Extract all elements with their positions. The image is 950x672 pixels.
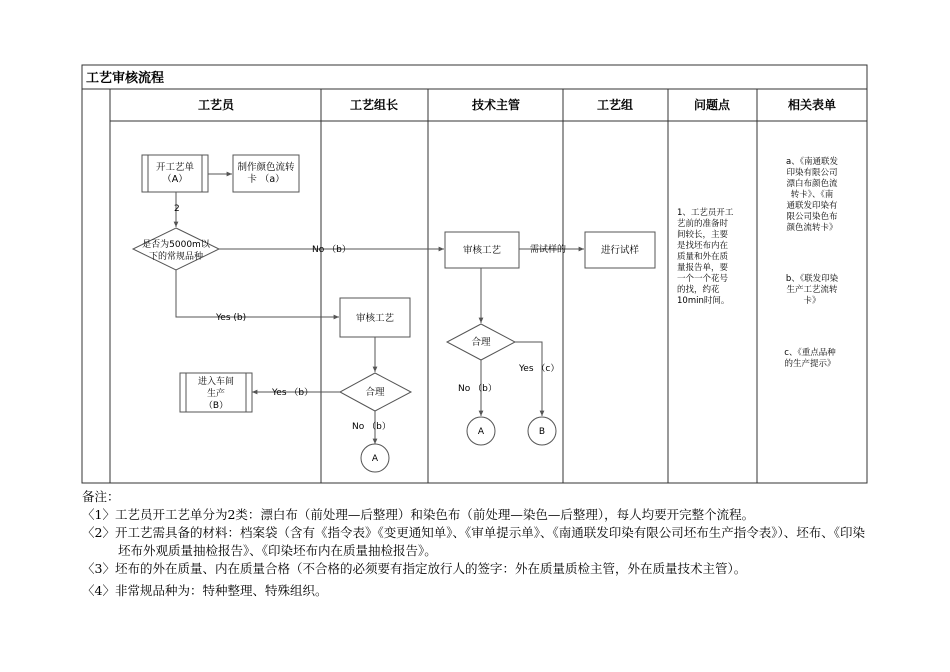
text-line: 印染有限公司 bbox=[786, 168, 838, 178]
edge-label-need-trial: 需试样的 bbox=[530, 245, 567, 255]
form-item-b bbox=[786, 273, 839, 306]
text-line: 10min时间。 bbox=[677, 296, 730, 306]
edge-label-no-b-manager: No （b） bbox=[458, 384, 497, 394]
text-line: 是否为5000m以 bbox=[142, 240, 210, 250]
column-header-problem: 问题点 bbox=[693, 98, 731, 112]
edge-label-yes-b-leader: Yes （b） bbox=[272, 388, 314, 398]
node-review-manager-label: 审核工艺 bbox=[462, 245, 502, 256]
text-line: c、《重点品种 bbox=[784, 348, 836, 358]
edge-label-yes-b-main: Yes (b) bbox=[216, 313, 247, 323]
page-title: 工艺审核流程 bbox=[86, 71, 165, 86]
text-line: 1、工艺员开工 bbox=[677, 208, 734, 218]
text-line: 转卡》、《南 bbox=[790, 190, 834, 200]
text-line: （B） bbox=[203, 401, 229, 411]
text-line: 间较长，主要 bbox=[677, 230, 729, 240]
note-item-2: 〈2〉开工艺需具备的材料：档案袋（含有《指令表》《变更通知单》、《审单提示单》、《南通联发印染有限公司坯布生产指令表》）、坯布、《印染坯布外观质量抽检报告》、《印染坯布内在质量抽检报告》。 bbox=[82, 525, 865, 558]
column-header-tech-manager: 技术主管 bbox=[471, 98, 521, 112]
form-item-c bbox=[784, 347, 836, 369]
text-line: 漂白布颜色流 bbox=[786, 179, 838, 189]
text-line: 开工艺单 bbox=[155, 162, 195, 173]
form-item-a bbox=[786, 156, 838, 233]
edge-label-step2: 2 bbox=[174, 204, 180, 214]
text-line: （A） bbox=[162, 174, 188, 185]
node-review-leader-label: 审核工艺 bbox=[355, 313, 395, 324]
text-line: 量报告单，要 bbox=[677, 263, 729, 273]
problem-note bbox=[677, 207, 734, 306]
column-header-team-leader: 工艺组长 bbox=[349, 98, 399, 112]
note-item-1: 〈1〉工艺员开工艺单分为2类：漂白布（前处理—后整理）和染色布（前处理—染色—后整理），每人均要开完整个流程。 bbox=[82, 507, 755, 522]
text-line: 的找，约花 bbox=[677, 285, 720, 295]
text-line: 颜色流转卡》 bbox=[786, 223, 838, 233]
note-item-4: 〈4〉非常规品种为：特种整理、特殊组织。 bbox=[82, 583, 328, 598]
edge-decision-yes bbox=[176, 270, 339, 317]
column-header-forms: 相关表单 bbox=[787, 98, 837, 112]
text-line: a、《南通联发 bbox=[786, 157, 838, 167]
notes-heading: 备注： bbox=[82, 489, 120, 504]
node-trial-label: 进行试样 bbox=[600, 245, 640, 256]
text-line: 下的常规品种 bbox=[148, 252, 204, 262]
edge-label-yes-c-manager: Yes （c） bbox=[519, 364, 560, 374]
text-line: 制作颜色流转 bbox=[237, 162, 295, 173]
note-item-3: 〈3〉坯布的外在质量、内在质量合格（不合格的必须要有指定放行人的签字：外在质量质检主管，外在质量技术主管）。 bbox=[82, 561, 747, 576]
edge-manager-yes bbox=[515, 342, 542, 416]
node-end-a-leader-label: A bbox=[371, 454, 379, 464]
text-line: 的生产提示》 bbox=[784, 359, 836, 369]
column-headers bbox=[198, 97, 836, 112]
text-line: 生产 bbox=[206, 389, 226, 399]
text-line: 艺前的准备时 bbox=[677, 219, 729, 229]
column-header-craft-group: 工艺组 bbox=[596, 98, 634, 112]
node-decision-manager-label: 合理 bbox=[471, 337, 491, 348]
edge-label-no-b-leader: No （b） bbox=[352, 422, 391, 432]
node-end-a-manager-label: A bbox=[477, 427, 485, 437]
text-line: 限公司染色布 bbox=[786, 212, 838, 222]
node-decision-leader-label: 合理 bbox=[365, 387, 385, 398]
text-line: 是找坯布内在 bbox=[677, 241, 729, 251]
text-line: 一个一个花号 bbox=[677, 274, 729, 284]
notes-section bbox=[82, 488, 872, 600]
text-line: 卡》 bbox=[803, 296, 821, 306]
edge-label-no-b-main: No （b） bbox=[312, 245, 351, 255]
text-line: b、《联发印染 bbox=[785, 274, 839, 284]
column-header-craftsman: 工艺员 bbox=[197, 98, 235, 112]
node-end-b-manager-label: B bbox=[538, 427, 546, 437]
text-line: 进入车间 bbox=[197, 377, 235, 387]
text-line: 生产工艺流转 bbox=[786, 285, 838, 295]
text-line: 通联发印染有 bbox=[786, 201, 838, 211]
text-line: 卡 （a） bbox=[247, 174, 285, 185]
text-line: 质量和外在质 bbox=[677, 252, 729, 262]
